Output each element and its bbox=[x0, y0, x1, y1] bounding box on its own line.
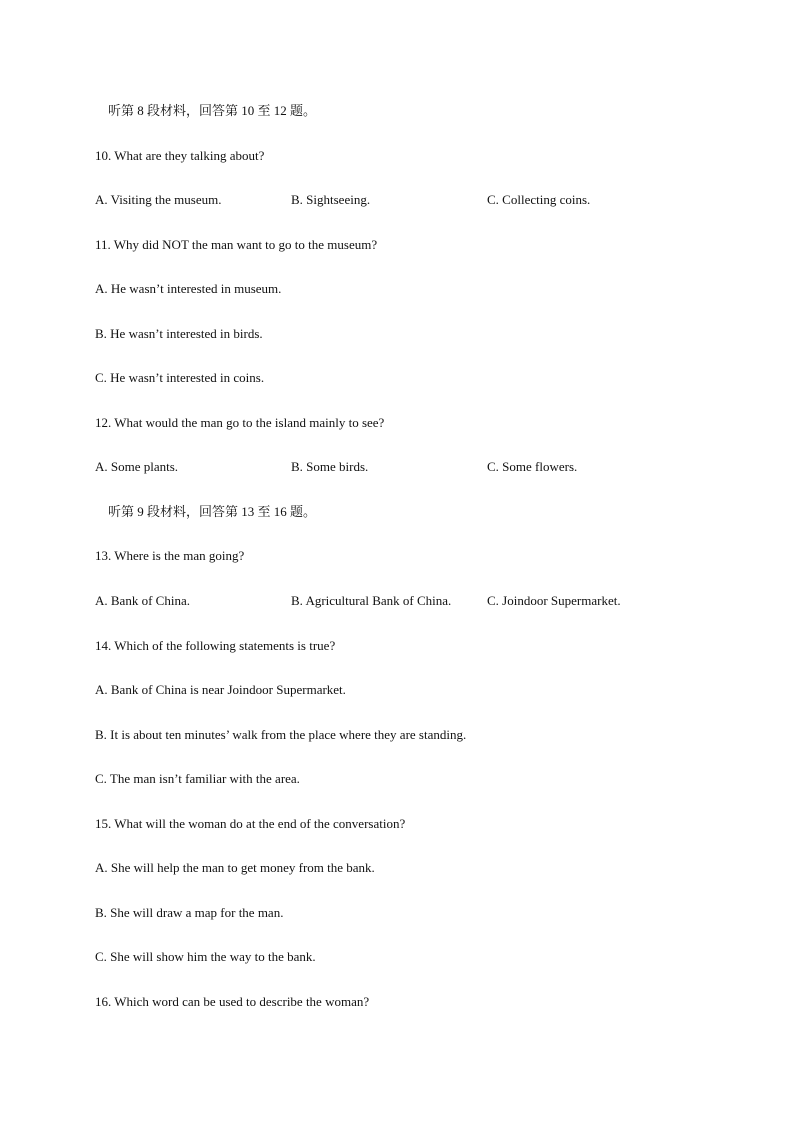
question-14: 14. Which of the following statements is true? bbox=[95, 638, 336, 653]
question-16: 16. Which word can be used to describe the woman? bbox=[95, 994, 370, 1009]
option-11-a: A. He wasn’t interested in museum. bbox=[95, 281, 282, 296]
question-10: 10. What are they talking about? bbox=[95, 148, 265, 163]
option-14-a: A. Bank of China is near Joindoor Supermarket. bbox=[95, 682, 346, 697]
option-15-c: C. She will show him the way to the bank. bbox=[95, 949, 316, 964]
option-15-a: A. She will help the man to get money from the bank. bbox=[95, 860, 375, 875]
question-15: 15. What will the woman do at the end of the conversation? bbox=[95, 816, 406, 831]
question-11: 11. Why did NOT the man want to go to the museum? bbox=[95, 237, 378, 252]
question-12: 12. What would the man go to the island mainly to see? bbox=[95, 415, 385, 430]
option-13-b: B. Agricultural Bank of China. bbox=[291, 593, 452, 608]
question-13: 13. Where is the man going? bbox=[95, 548, 245, 563]
option-12-a: A. Some plants. bbox=[95, 459, 179, 474]
option-10-a: A. Visiting the museum. bbox=[95, 192, 222, 207]
option-10-c: C. Collecting coins. bbox=[487, 192, 591, 207]
section-heading: 听第 9 段材料，回答第 13 至 16 题。 bbox=[108, 504, 317, 519]
option-13-c: C. Joindoor Supermarket. bbox=[487, 593, 621, 608]
option-15-b: B. She will draw a map for the man. bbox=[95, 905, 284, 920]
section-heading: 听第 8 段材料，回答第 10 至 12 题。 bbox=[108, 103, 317, 118]
option-14-b: B. It is about ten minutes’ walk from the place where they are standing. bbox=[95, 727, 467, 742]
option-11-b: B. He wasn’t interested in birds. bbox=[95, 326, 263, 341]
option-11-c: C. He wasn’t interested in coins. bbox=[95, 370, 265, 385]
option-10-b: B. Sightseeing. bbox=[291, 192, 371, 207]
option-14-c: C. The man isn’t familiar with the area. bbox=[95, 771, 300, 786]
option-13-a: A. Bank of China. bbox=[95, 593, 190, 608]
option-12-b: B. Some birds. bbox=[291, 459, 369, 474]
option-12-c: C. Some flowers. bbox=[487, 459, 578, 474]
